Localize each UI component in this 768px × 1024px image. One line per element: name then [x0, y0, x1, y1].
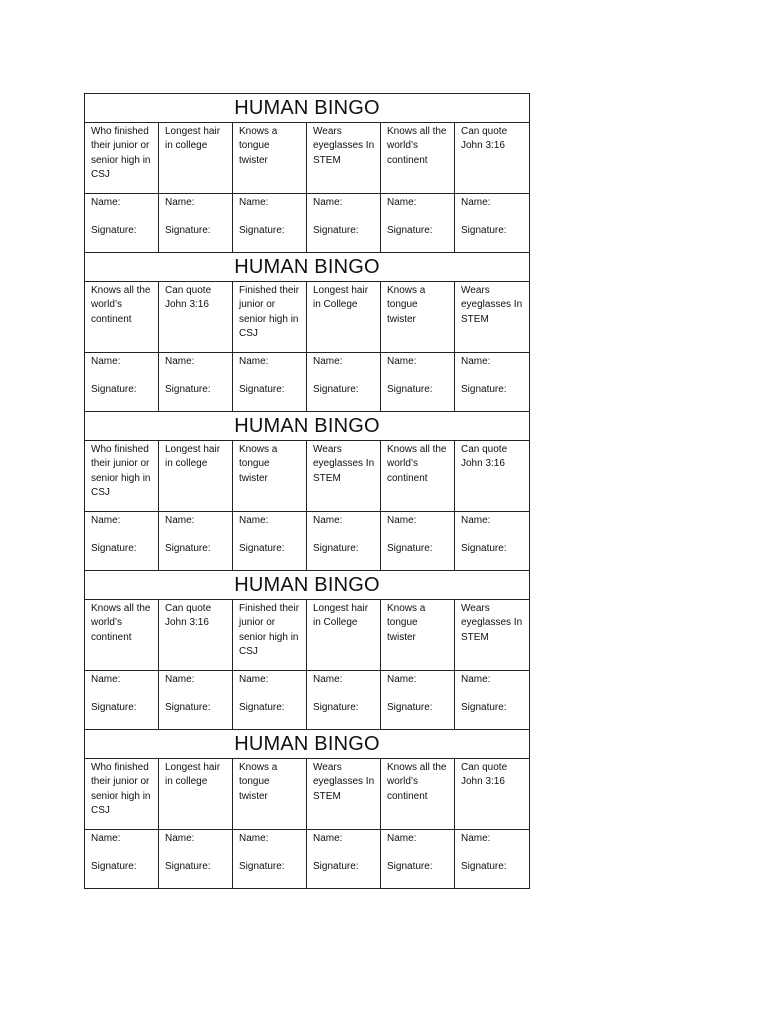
prompt-cell: Knows a tongue twister — [381, 600, 455, 670]
signature-cell[interactable] — [159, 671, 233, 729]
signature-label: Signature: — [91, 384, 137, 396]
signature-cell[interactable] — [233, 194, 307, 252]
signature-cell[interactable] — [307, 512, 381, 570]
signature-label: Signature: — [91, 543, 137, 555]
signature-label: Signature: — [461, 225, 507, 237]
prompt-cell: Knows a tongue twister — [233, 759, 307, 829]
signature-cell[interactable] — [455, 353, 529, 411]
prompt-cell: Knows all the world’s continent — [381, 759, 455, 829]
signature-label: Signature: — [91, 861, 137, 873]
prompt-cell: Knows a tongue twister — [233, 123, 307, 193]
name-label: Name: — [313, 833, 343, 844]
name-label: Name: — [165, 197, 195, 208]
signature-cell[interactable] — [455, 671, 529, 729]
prompt-cell: Longest hair in college — [159, 441, 233, 511]
signature-label: Signature: — [461, 543, 507, 555]
name-label: Name: — [165, 356, 195, 367]
bingo-card — [85, 252, 529, 411]
signature-row — [85, 512, 529, 570]
name-label: Name: — [91, 674, 121, 685]
signature-cell[interactable] — [159, 830, 233, 888]
signature-label: Signature: — [165, 543, 211, 555]
card-title: HUMAN BINGO — [85, 253, 529, 282]
name-label: Name: — [387, 356, 417, 367]
signature-label: Signature: — [239, 543, 285, 555]
signature-label: Signature: — [313, 702, 359, 714]
signature-label: Signature: — [239, 225, 285, 237]
name-label: Name: — [313, 197, 343, 208]
signature-label: Signature: — [387, 702, 433, 714]
prompt-cell: Knows all the world’s continent — [85, 600, 159, 670]
signature-label: Signature: — [165, 225, 211, 237]
signature-label: Signature: — [239, 861, 285, 873]
card-title: HUMAN BINGO — [85, 94, 529, 123]
signature-label: Signature: — [387, 384, 433, 396]
prompt-cell: Longest hair in college — [159, 759, 233, 829]
name-label: Name: — [239, 356, 269, 367]
bingo-card — [85, 570, 529, 729]
name-label: Name: — [461, 833, 491, 844]
prompt-cell: Wears eyeglasses In STEM — [461, 603, 523, 643]
signature-label: Signature: — [91, 225, 137, 237]
signature-cell[interactable] — [381, 353, 455, 411]
signature-row — [85, 671, 529, 729]
prompt-cell: Longest hair in College — [307, 282, 381, 352]
prompt-cell: Longest hair in College — [307, 600, 381, 670]
name-label: Name: — [91, 833, 121, 844]
card-title: HUMAN BINGO — [85, 571, 529, 600]
signature-cell[interactable] — [85, 194, 159, 252]
signature-cell[interactable] — [85, 353, 159, 411]
card-title: HUMAN BINGO — [85, 730, 529, 759]
prompt-row — [85, 282, 529, 353]
name-label: Name: — [461, 515, 491, 526]
signature-row — [85, 353, 529, 411]
signature-cell[interactable] — [455, 512, 529, 570]
signature-label: Signature: — [387, 543, 433, 555]
signature-cell[interactable] — [233, 512, 307, 570]
name-label: Name: — [313, 515, 343, 526]
signature-row — [85, 194, 529, 252]
name-label: Name: — [239, 197, 269, 208]
signature-label: Signature: — [165, 702, 211, 714]
signature-cell[interactable] — [85, 671, 159, 729]
signature-cell[interactable] — [159, 512, 233, 570]
signature-label: Signature: — [461, 861, 507, 873]
name-label: Name: — [461, 674, 491, 685]
signature-cell[interactable] — [455, 830, 529, 888]
prompt-cell: Can quote John 3:16 — [461, 444, 508, 470]
prompt-cell: Can quote John 3:16 — [159, 600, 233, 670]
name-label: Name: — [91, 515, 121, 526]
card-title: HUMAN BINGO — [85, 412, 529, 441]
prompt-cell: Can quote John 3:16 — [159, 282, 233, 352]
name-label: Name: — [461, 197, 491, 208]
signature-cell[interactable] — [381, 830, 455, 888]
signature-cell[interactable] — [381, 194, 455, 252]
prompt-row — [85, 441, 529, 512]
name-label: Name: — [91, 356, 121, 367]
signature-label: Signature: — [313, 861, 359, 873]
signature-label: Signature: — [313, 543, 359, 555]
signature-label: Signature: — [313, 384, 359, 396]
name-label: Name: — [239, 833, 269, 844]
prompt-row — [85, 759, 529, 830]
prompt-cell: Wears eyeglasses In STEM — [307, 123, 381, 193]
signature-cell[interactable] — [307, 194, 381, 252]
signature-cell[interactable] — [381, 512, 455, 570]
signature-cell[interactable] — [307, 353, 381, 411]
signature-cell[interactable] — [159, 194, 233, 252]
prompt-cell: Knows a tongue twister — [233, 441, 307, 511]
signature-row — [85, 830, 529, 888]
signature-cell[interactable] — [455, 194, 529, 252]
signature-cell[interactable] — [381, 671, 455, 729]
signature-cell[interactable] — [307, 671, 381, 729]
name-label: Name: — [239, 515, 269, 526]
prompt-cell: Finished their junior or senior high in CSJ — [233, 282, 307, 352]
name-label: Name: — [313, 674, 343, 685]
signature-cell[interactable] — [85, 830, 159, 888]
signature-label: Signature: — [387, 861, 433, 873]
bingo-sheet — [84, 93, 530, 889]
name-label: Name: — [387, 515, 417, 526]
signature-cell[interactable] — [159, 353, 233, 411]
prompt-cell: Wears eyeglasses In STEM — [307, 759, 381, 829]
prompt-cell: Knows all the world’s continent — [381, 441, 455, 511]
prompt-cell: Longest hair in college — [159, 123, 233, 193]
name-label: Name: — [387, 197, 417, 208]
prompt-cell: Knows a tongue twister — [381, 282, 455, 352]
signature-label: Signature: — [313, 225, 359, 237]
prompt-cell: Finished their junior or senior high in CSJ — [233, 600, 307, 670]
signature-cell[interactable] — [307, 830, 381, 888]
prompt-cell: Knows all the world’s continent — [381, 123, 455, 193]
prompt-cell: Knows all the world’s continent — [85, 282, 159, 352]
prompt-cell: Wears eyeglasses In STEM — [307, 441, 381, 511]
signature-cell[interactable] — [233, 671, 307, 729]
bingo-card — [85, 411, 529, 570]
prompt-cell: Wears eyeglasses In STEM — [461, 285, 523, 325]
prompt-row — [85, 600, 529, 671]
prompt-row — [85, 123, 529, 194]
prompt-cell: Who finished their junior or senior high in CSJ — [85, 123, 159, 193]
name-label: Name: — [313, 356, 343, 367]
name-label: Name: — [91, 197, 121, 208]
signature-label: Signature: — [239, 384, 285, 396]
name-label: Name: — [387, 674, 417, 685]
signature-cell[interactable] — [85, 512, 159, 570]
signature-label: Signature: — [387, 225, 433, 237]
signature-label: Signature: — [91, 702, 137, 714]
signature-label: Signature: — [239, 702, 285, 714]
signature-cell[interactable] — [233, 830, 307, 888]
prompt-cell: Can quote John 3:16 — [461, 126, 508, 152]
signature-label: Signature: — [165, 384, 211, 396]
name-label: Name: — [387, 833, 417, 844]
bingo-card — [85, 93, 529, 252]
signature-label: Signature: — [165, 861, 211, 873]
name-label: Name: — [165, 515, 195, 526]
name-label: Name: — [461, 356, 491, 367]
prompt-cell: Can quote John 3:16 — [461, 762, 508, 788]
signature-label: Signature: — [461, 384, 507, 396]
prompt-cell: Who finished their junior or senior high in CSJ — [85, 759, 159, 829]
signature-cell[interactable] — [233, 353, 307, 411]
name-label: Name: — [165, 674, 195, 685]
prompt-cell: Who finished their junior or senior high in CSJ — [85, 441, 159, 511]
bingo-card — [85, 729, 529, 888]
name-label: Name: — [239, 674, 269, 685]
name-label: Name: — [165, 833, 195, 844]
signature-label: Signature: — [461, 702, 507, 714]
